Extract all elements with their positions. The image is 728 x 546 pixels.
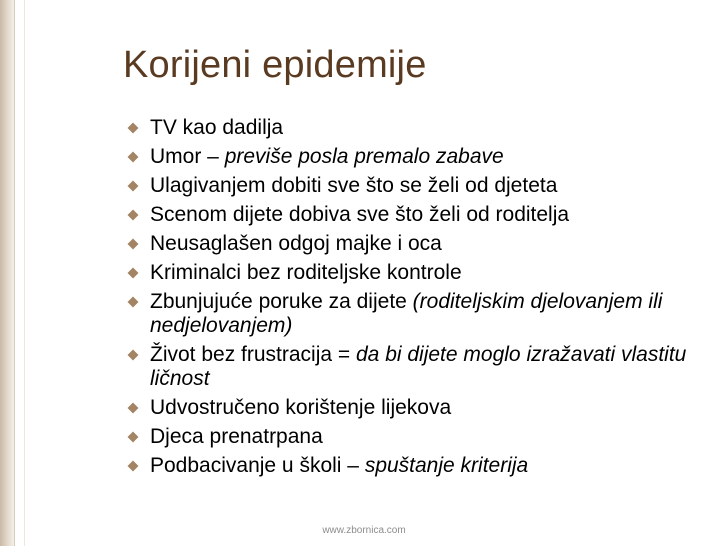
border-divider [14, 0, 15, 546]
diamond-bullet-icon [127, 209, 138, 220]
bullet-item [128, 343, 708, 391]
diamond-bullet-icon [127, 431, 138, 442]
diamond-bullet-icon [127, 349, 138, 360]
bullet-item [128, 396, 708, 420]
bullet-list [128, 116, 708, 483]
bullet-item [128, 174, 708, 198]
bullet-text: Podbacivanje u školi – [150, 454, 365, 477]
diamond-bullet-icon [127, 122, 138, 133]
bullet-item [128, 290, 708, 338]
bullet-text: Djeca prenatrpana [150, 425, 323, 448]
bullet-item [128, 454, 708, 478]
bullet-item [128, 425, 708, 449]
bullet-text: Neusaglašen odgoj majke i oca [150, 232, 442, 255]
left-decorative-border [0, 0, 14, 546]
diamond-bullet-icon [127, 402, 138, 413]
bullet-text: Umor – [150, 145, 225, 168]
slide-title: Korijeni epidemije [123, 44, 427, 86]
bullet-item [128, 116, 708, 140]
bullet-item [128, 145, 708, 169]
diamond-bullet-icon [127, 180, 138, 191]
diamond-bullet-icon [127, 296, 138, 307]
bullet-text: Kriminalci bez roditeljske kontrole [150, 261, 462, 284]
bullet-italic-text: previše posla premalo zabave [224, 145, 504, 168]
bullet-item [128, 261, 708, 285]
diamond-bullet-icon [127, 460, 138, 471]
diamond-bullet-icon [127, 267, 138, 278]
footer-url: www.zbornica.com [322, 525, 406, 536]
bullet-text: TV kao dadilja [150, 116, 284, 139]
bullet-text: Scenom dijete dobiva sve što želi od roditelja [150, 203, 570, 226]
bullet-text: Život bez frustracija = [150, 343, 356, 366]
bullet-italic-text: da bi dijete moglo izražavati vlastitu ličnost [150, 343, 687, 390]
diamond-bullet-icon [127, 238, 138, 249]
bullet-item [128, 232, 708, 256]
bullet-italic-text: spuštanje kriterija [364, 454, 529, 477]
bullet-item [128, 203, 708, 227]
diamond-bullet-icon [127, 151, 138, 162]
bullet-text: Zbunjujuće poruke za dijete [150, 290, 413, 313]
bullet-text: Udvostručeno korištenje lijekova [150, 396, 452, 419]
bullet-italic-text: (roditeljskim djelovanjem ili nedjelovanjem) [150, 290, 663, 337]
bullet-text: Ulagivanjem dobiti sve što se želi od djeteta [150, 174, 558, 197]
